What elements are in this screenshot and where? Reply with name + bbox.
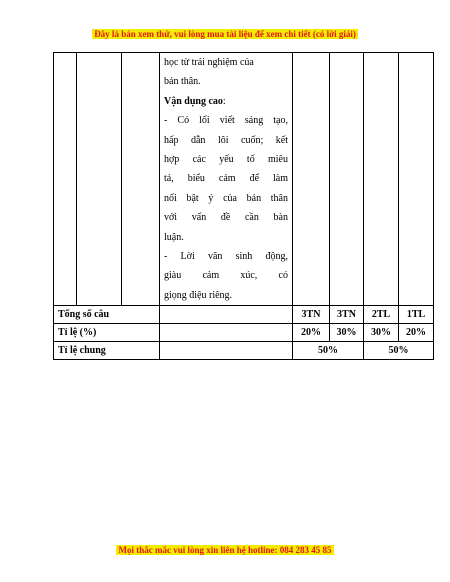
ratio-row (54, 324, 434, 342)
criteria-line: nổi bật ý của bản thân (164, 192, 288, 204)
hotline-banner (0, 545, 450, 555)
heading-colon: : (222, 95, 226, 107)
criteria-line: hấp dẫn lôi cuốn; kết (164, 134, 288, 146)
ratio-value: 30% (330, 324, 364, 342)
criteria-line: tả, biểu cảm để làm (164, 173, 288, 185)
hotline-banner-text: Mọi thắc mắc vui lòng xin liên hệ hotline: 084 283 45 85 (118, 545, 332, 555)
criteria-line: - Lời văn sinh động, (164, 251, 288, 263)
content-row (54, 53, 434, 306)
total-questions-label: Tổng số câu (54, 306, 160, 324)
empty-cell (364, 53, 399, 306)
overall-ratio-value: 50% (364, 342, 434, 360)
overall-ratio-value: 50% (293, 342, 364, 360)
ratio-label: Tỉ lệ (%) (54, 324, 160, 342)
criteria-line: với vấn đề cần bàn (164, 212, 288, 224)
criteria-cell (160, 53, 293, 306)
total-questions-value: 3TN (330, 306, 364, 324)
criteria-line: học từ trải nghiệm của (164, 57, 254, 68)
preview-banner-text: Đây là bản xem thử, vui lòng mua tài liệu để xem chi tiết (có lời giải) (94, 29, 356, 39)
empty-cell (77, 53, 122, 306)
empty-cell (122, 53, 160, 306)
total-questions-value: 1TL (399, 306, 434, 324)
criteria-line: giọng điệu riêng. (164, 289, 233, 301)
empty-cell (330, 53, 364, 306)
criteria-line: bản thân. (164, 76, 201, 88)
heading-text: Vận dụng cao (164, 95, 223, 107)
empty-cell (160, 306, 293, 324)
preview-banner (0, 29, 450, 39)
empty-cell (54, 53, 77, 306)
total-questions-row (54, 306, 434, 324)
empty-cell (160, 342, 293, 360)
criteria-line: luận. (164, 231, 184, 243)
ratio-value: 20% (399, 324, 434, 342)
empty-cell (293, 53, 330, 306)
empty-cell (399, 53, 434, 306)
assessment-matrix-table (53, 52, 434, 360)
ratio-value: 30% (364, 324, 399, 342)
total-questions-value: 2TL (364, 306, 399, 324)
overall-ratio-label: Tỉ lệ chung (54, 342, 160, 360)
total-questions-value: 3TN (293, 306, 330, 324)
criteria-line: hợp các yếu tố miêu (164, 154, 288, 166)
empty-cell (160, 324, 293, 342)
criteria-line: giàu cảm xúc, có (164, 270, 288, 282)
criteria-heading (164, 92, 288, 111)
overall-ratio-row (54, 342, 434, 360)
ratio-value: 20% (293, 324, 330, 342)
criteria-line: - Có lối viết sáng tạo, (164, 115, 288, 127)
